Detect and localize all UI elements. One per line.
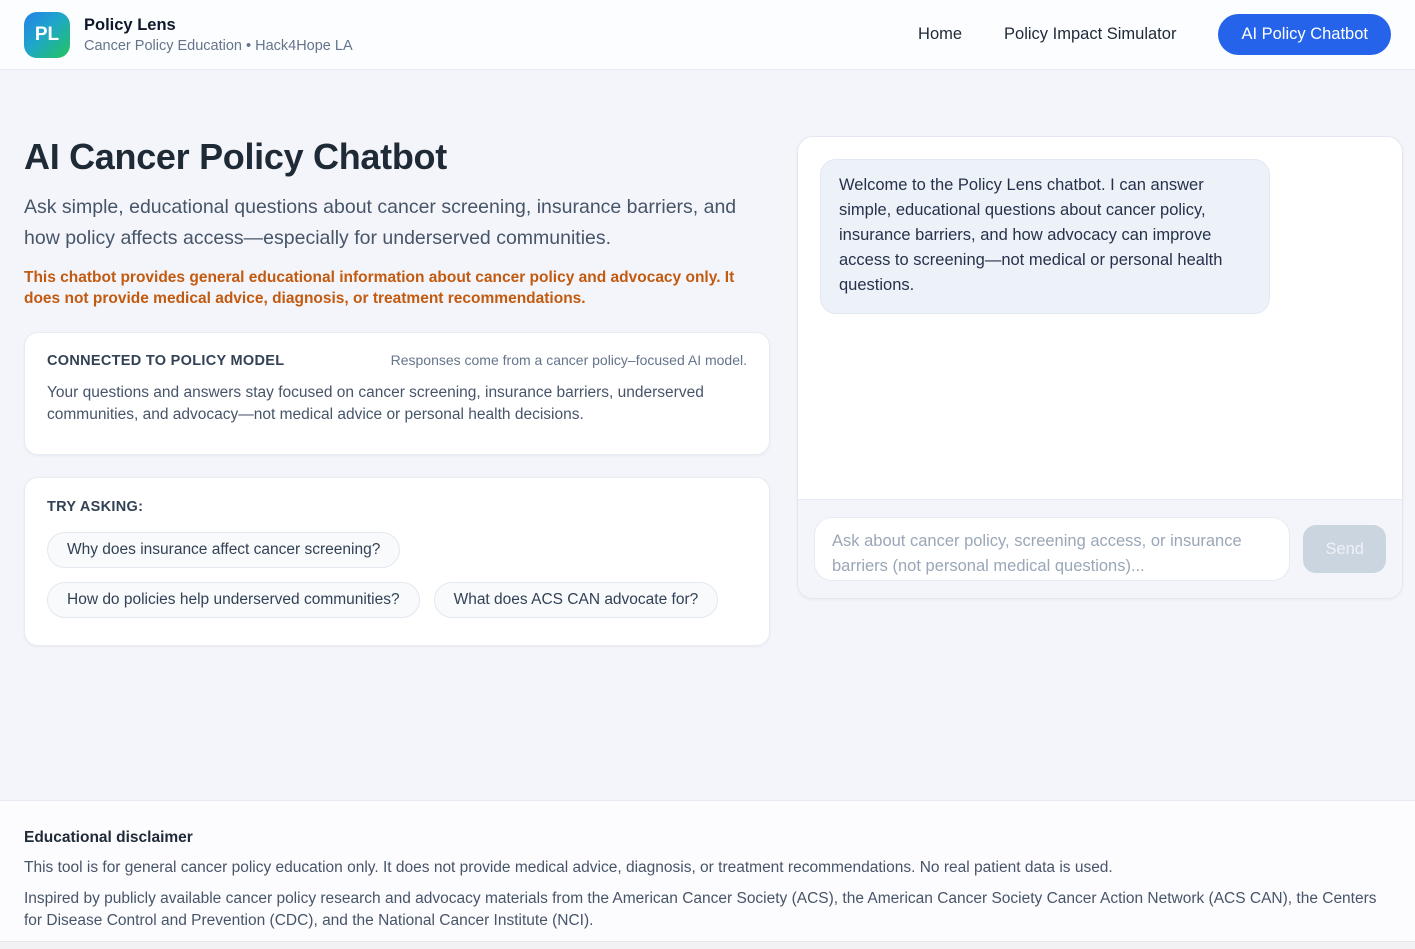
suggestion-chip-acs-can[interactable]: What does ACS CAN advocate for? [434,582,719,618]
nav-link-home[interactable]: Home [918,25,963,43]
suggestion-chips [47,532,747,618]
chat-message-list[interactable] [798,137,1402,499]
footer-disclaimer-line2: Inspired by publicly available cancer policy research and advocacy materials from the American Cancer Society (ACS), the American Cancer Society Cancer Action Network (ACS CAN), the Centers for Disease Control and Prevention (CDC), and the National Cancer Institute (NCI). [24,890,1377,929]
suggestion-chip-underserved-communities[interactable]: How do policies help underserved communities? [47,582,420,618]
chat-column [797,136,1403,599]
try-asking-label: TRY ASKING: [47,498,144,515]
brand-block [84,16,353,54]
app-name: Policy Lens [84,15,176,34]
app-logo [24,12,70,58]
page-title: AI Cancer Policy Chatbot [24,136,447,177]
status-card-label: CONNECTED TO POLICY MODEL [47,352,285,369]
educational-warning-text: This chatbot provides general educational information about cancer policy and advocacy only. It does not provide medical advice, diagnosis, or treatment recommendations. [24,268,735,308]
suggestion-chip-insurance-screening[interactable]: Why does insurance affect cancer screening? [47,532,400,568]
main-content [0,70,1415,800]
bottom-strip [0,941,1415,949]
footer-disclaimer-line1: This tool is for general cancer policy education only. It does not provide medical advice, diagnosis, or treatment recommendations. No real patient data is used. [24,859,1113,876]
page-subtitle: Ask simple, educational questions about cancer screening, insurance barriers, and how policy affects access—especially for underserved communities. [24,196,737,249]
chat-input-bar [798,499,1402,598]
app-tagline: Cancer Policy Education • Hack4Hope LA [84,37,353,54]
page-footer [0,800,1415,941]
status-card-body: Your questions and answers stay focused on cancer screening, insurance barriers, underserved communities, and advocacy—not medical advice or personal health decisions. [47,383,704,424]
chat-input[interactable] [814,517,1290,581]
status-card-header [47,352,747,369]
app-logo-text: PL [34,23,60,45]
bot-welcome-message: Welcome to the Policy Lens chatbot. I can answer simple, educational questions about cancer policy, insurance barriers, and how advocacy can improve access to screening—not medical or personal health questions. [820,159,1270,314]
chat-panel [797,136,1403,599]
status-card-note: Responses come from a cancer policy–focused AI model. [390,351,747,368]
send-button[interactable]: Send [1303,525,1386,573]
try-asking-card [24,477,770,646]
app-header [0,0,1415,70]
footer-heading: Educational disclaimer [24,829,193,846]
intro-column [24,136,770,646]
policy-model-status-card [24,332,770,455]
ai-policy-chatbot-button[interactable]: AI Policy Chatbot [1218,14,1391,55]
nav-link-policy-impact-simulator[interactable]: Policy Impact Simulator [1004,25,1177,43]
main-nav [918,14,1391,55]
